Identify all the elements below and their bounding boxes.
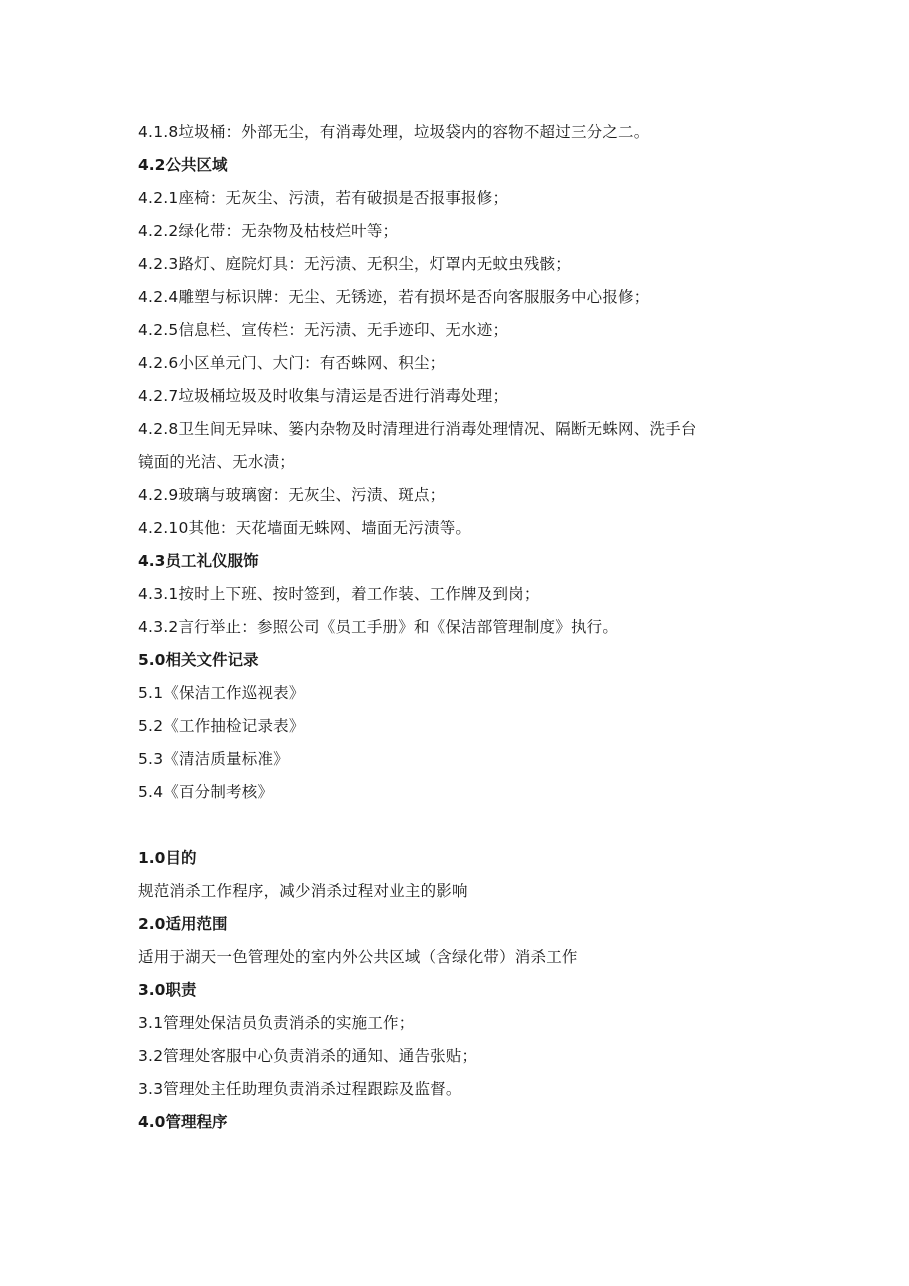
paragraph-5-1: 5.1《保洁工作巡视表》 xyxy=(138,684,305,702)
paragraph-5-3: 5.3《清洁质量标准》 xyxy=(138,750,289,768)
paragraph-4-2-2: 4.2.2绿化带：无杂物及枯枝烂叶等； xyxy=(138,222,399,240)
paragraph-5-4: 5.4《百分制考核》 xyxy=(138,783,274,801)
heading-4-0: 4.0管理程序 xyxy=(138,1113,228,1131)
paragraph-4-3-1: 4.3.1按时上下班、按时签到，着工作装、工作牌及到岗； xyxy=(138,585,540,603)
paragraph-4-2-5: 4.2.5信息栏、宣传栏：无污渍、无手迹印、无水迹； xyxy=(138,321,509,339)
paragraph-4-2-8-line-2: 镜面的光洁、无水渍； xyxy=(138,453,296,471)
paragraph-4-2-1: 4.2.1座椅：无灰尘、污渍，若有破损是否报事报修； xyxy=(138,189,509,207)
paragraph-4-2-4: 4.2.4雕塑与标识牌：无尘、无锈迹，若有损坏是否向客服服务中心报修； xyxy=(138,288,650,306)
heading-3-0: 3.0职责 xyxy=(138,981,197,999)
heading-4-3: 4.3员工礼仪服饰 xyxy=(138,552,259,570)
paragraph-4-2-9: 4.2.9玻璃与玻璃窗：无灰尘、污渍、斑点； xyxy=(138,486,446,504)
heading-1-0: 1.0目的 xyxy=(138,849,197,867)
paragraph-4-2-6: 4.2.6小区单元门、大门：有否蛛网、积尘； xyxy=(138,354,446,372)
paragraph-4-1-8: 4.1.8垃圾桶：外部无尘，有消毒处理，垃圾袋内的容物不超过三分之二。 xyxy=(138,123,650,141)
paragraph-5-2: 5.2《工作抽检记录表》 xyxy=(138,717,305,735)
paragraph-4-2-3: 4.2.3路灯、庭院灯具：无污渍、无积尘，灯罩内无蚊虫残骸； xyxy=(138,255,571,273)
paragraph-3-3: 3.3管理处主任助理负责消杀过程跟踪及监督。 xyxy=(138,1080,462,1098)
paragraph-3-2: 3.2管理处客服中心负责消杀的通知、通告张贴； xyxy=(138,1047,478,1065)
paragraph-4-2-7: 4.2.7垃圾桶垃圾及时收集与清运是否进行消毒处理； xyxy=(138,387,509,405)
document-body xyxy=(138,116,788,1139)
paragraph-3-1: 3.1管理处保洁员负责消杀的实施工作； xyxy=(138,1014,415,1032)
heading-2-0: 2.0适用范围 xyxy=(138,915,228,933)
paragraph-4-3-2: 4.3.2言行举止：参照公司《员工手册》和《保洁部管理制度》执行。 xyxy=(138,618,619,636)
heading-4-2: 4.2公共区域 xyxy=(138,156,228,174)
paragraph-4-2-10: 4.2.10其他：天花墙面无蛛网、墙面无污渍等。 xyxy=(138,519,472,537)
paragraph-1-0: 规范消杀工作程序，减少消杀过程对业主的影响 xyxy=(138,882,468,900)
paragraph-2-0: 适用于湖天一色管理处的室内外公共区域（含绿化带）消杀工作 xyxy=(138,948,578,966)
section-gap xyxy=(138,809,788,842)
paragraph-4-2-8-line-1: 4.2.8卫生间无异味、篓内杂物及时清理进行消毒处理情况、隔断无蛛网、洗手台 xyxy=(138,420,697,438)
heading-5-0: 5.0相关文件记录 xyxy=(138,651,259,669)
